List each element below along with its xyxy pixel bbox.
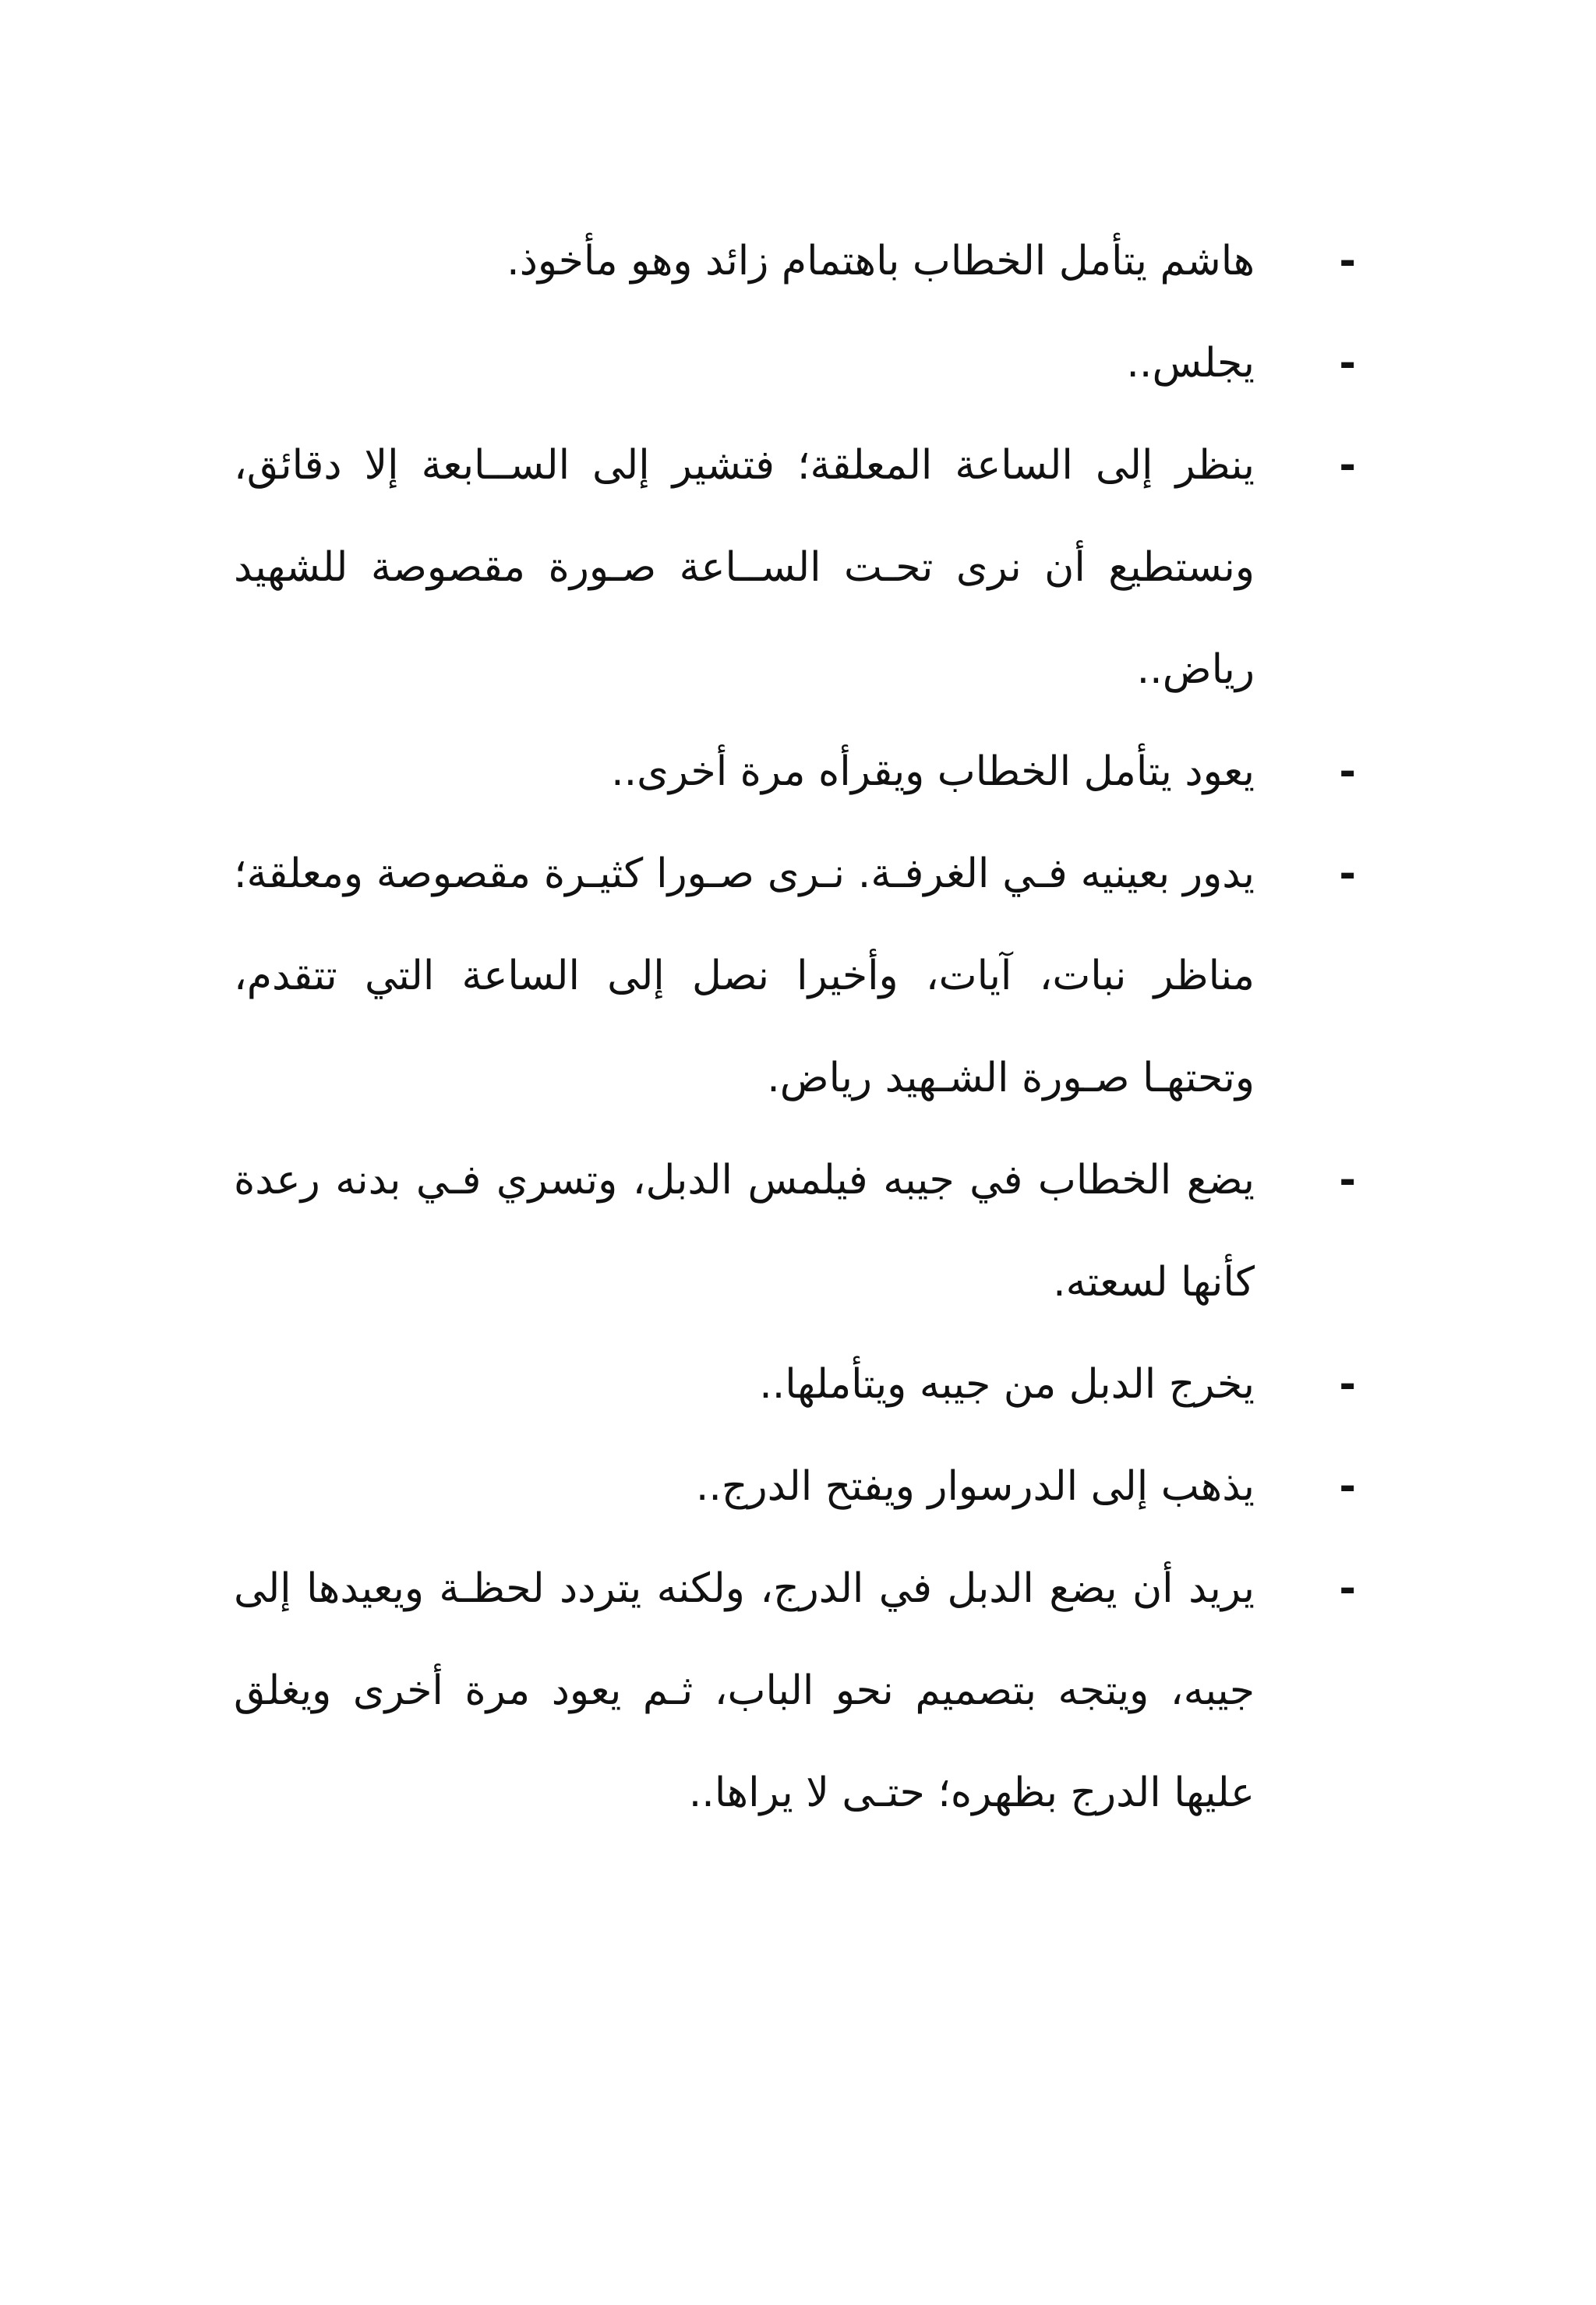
list-item: [234, 1436, 1356, 1538]
list-item: [234, 823, 1356, 1130]
list-item: [234, 1130, 1356, 1334]
list-item: [234, 1538, 1356, 1844]
list-item-text: يدور بعينيه فـي الغرفـة. نـرى صـورا كثيـرة مقصوصة ومعلقة؛ مناظر نبات، آيات، وأخيرا نصل إلى الساعة التي تتقدم، وتحتهـا صـورة الشـهيد رياض.: [234, 850, 1255, 1101]
list-bullet: -: [1339, 442, 1356, 489]
list-bullet: -: [1339, 748, 1356, 795]
list-bullet: -: [1339, 238, 1356, 285]
list-item-text: يجلس..: [1126, 340, 1255, 387]
list-bullet: -: [1339, 850, 1356, 897]
list-item: [234, 313, 1356, 415]
list-bullet: -: [1339, 340, 1356, 387]
list-item: [234, 210, 1356, 313]
list-item: [234, 415, 1356, 721]
list-bullet: -: [1339, 1361, 1356, 1408]
list-item-text: يخرج الدبل من جيبه ويتأملها..: [759, 1361, 1255, 1408]
list-item: [234, 1334, 1356, 1436]
list-item-text: ينظر إلى الساعة المعلقة؛ فتشير إلى الســابعة إلا دقائق، ونستطيع أن نرى تحـت الســاعة صـورة مقصوصة للشهيد رياض..: [234, 442, 1255, 693]
list-bullet: -: [1339, 1463, 1356, 1510]
list-item-text: يذهب إلى الدرسوار ويفتح الدرج..: [695, 1463, 1255, 1510]
list-bullet: -: [1339, 1157, 1356, 1204]
list-item-text: يريد أن يضع الدبل في الدرج، ولكنه يتردد لحظـة ويعيدها إلى جيبه، ويتجه بتصميم نحو الباب، ثـم يعود مرة أخرى ويغلق عليها الدرج بظهره؛ حتـى لا يراها..: [234, 1565, 1255, 1816]
list-item-text: هاشم يتأمل الخطاب باهتمام زائد وهو مأخوذ.: [507, 238, 1255, 285]
list-item: [234, 721, 1356, 823]
list-bullet: -: [1339, 1565, 1356, 1612]
screenplay-directions: [234, 210, 1356, 1844]
list-item-text: يضع الخطاب في جيبه فيلمس الدبل، وتسري فـي بدنه رعدة كأنها لسعته.: [234, 1157, 1255, 1306]
list-item-text: يعود يتأمل الخطاب ويقرأه مرة أخرى..: [611, 748, 1255, 795]
